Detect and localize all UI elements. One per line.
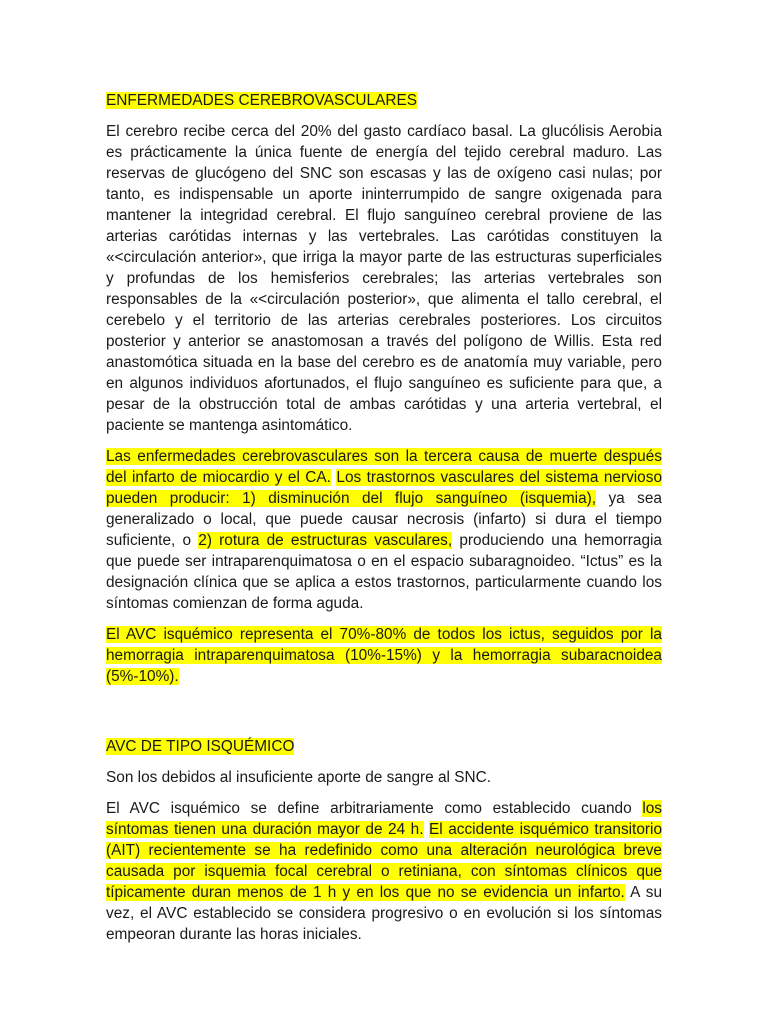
highlight-ait: El accidente isquémico transitorio (AIT) recientemente se ha redefinido como una alteración neurológica breve causada por isquemia focal cerebral o retiniana, con síntomas clínicos que típicamente duran menos de 1 h y en los que no se evidencia un infarto. xyxy=(106,821,662,901)
text-span: A su vez, el AVC establecido se considera progresivo o en evolución si los síntomas empeoran durante las horas iniciales. xyxy=(106,884,663,943)
section-heading-cerebrovasculares xyxy=(106,90,662,111)
paragraph-ait xyxy=(106,798,662,945)
paragraph-causes xyxy=(106,446,662,614)
highlight-statistics: El AVC isquémico representa el 70%-80% de todos los ictus, seguidos por la hemorragia intraparenquimatosa (10%-15%) y la hemorragia subaracnoidea (5%-10%). xyxy=(106,626,662,685)
text-span: produciendo una hemorragia que puede ser intraparenquimatosa o en el espacio subaragnoideo. “Ictus” es la designación clínica que se aplica a estos trastornos, particularmente cuando los síntomas comienzan de forma aguda. xyxy=(106,532,662,612)
spacer xyxy=(106,697,662,736)
highlight-mortality: Las enfermedades cerebrovasculares son la tercera causa de muerte después del infarto de miocardio y el CA. xyxy=(106,448,662,486)
highlight-duration: los síntomas tienen una duración mayor de 24 h. xyxy=(106,800,662,838)
paragraph-definition: Son los debidos al insuficiente aporte de sangre al SNC. xyxy=(106,769,491,786)
text-span: ya sea generalizado o local, que puede causar necrosis (infarto) si dura el tiempo suficiente, o xyxy=(106,490,662,549)
heading-highlight: ENFERMEDADES CEREBROVASCULARES xyxy=(106,92,418,109)
paragraph-intro: El cerebro recibe cerca del 20% del gasto cardíaco basal. La glucólisis Aerobia es prácticamente la única fuente de energía del tejido cerebral maduro. Las reservas de glucógeno del SNC son escasas y las de oxígeno casi nulas; por tanto, es indispensable un aporte ininterrumpido de sangre oxigenada para mantener la integridad cerebral. El flujo sanguíneo cerebral proviene de las arterias carótidas internas y las vertebrales. Las carótidas constituyen la «<circulación anterior», que irriga la mayor parte de las estructuras superficiales y profundas de los hemisferios cerebrales; las arterias vertebrales son responsables de la «<circulación posterior», que alimenta el tallo cerebral, el cerebelo y el territorio de las arterias cerebrales posteriores. Los circuitos posterior y anterior se anastomosan a través del polígono de Willis. Esta red anastomótica situada en la base del cerebro es de anatomía muy variable, pero en algunos individuos afortunados, el flujo sanguíneo es suficiente para que, a pesar de la obstrucción total de ambas carótidas y una arteria vertebral, el paciente se mantenga asintomático. xyxy=(106,123,662,434)
highlight-rupture: 2) rotura de estructuras vasculares, xyxy=(198,532,453,549)
text-span: El AVC isquémico se define arbitrariamente como establecido cuando xyxy=(106,800,643,817)
highlight-disorders: Los trastornos vasculares del sistema nervioso pueden producir: 1) disminución del flujo sanguíneo (isquemia), xyxy=(106,469,663,507)
heading-highlight: AVC DE TIPO ISQUÉMICO xyxy=(106,738,295,755)
paragraph-statistics xyxy=(106,624,662,687)
section-heading-isquemico xyxy=(106,736,662,757)
